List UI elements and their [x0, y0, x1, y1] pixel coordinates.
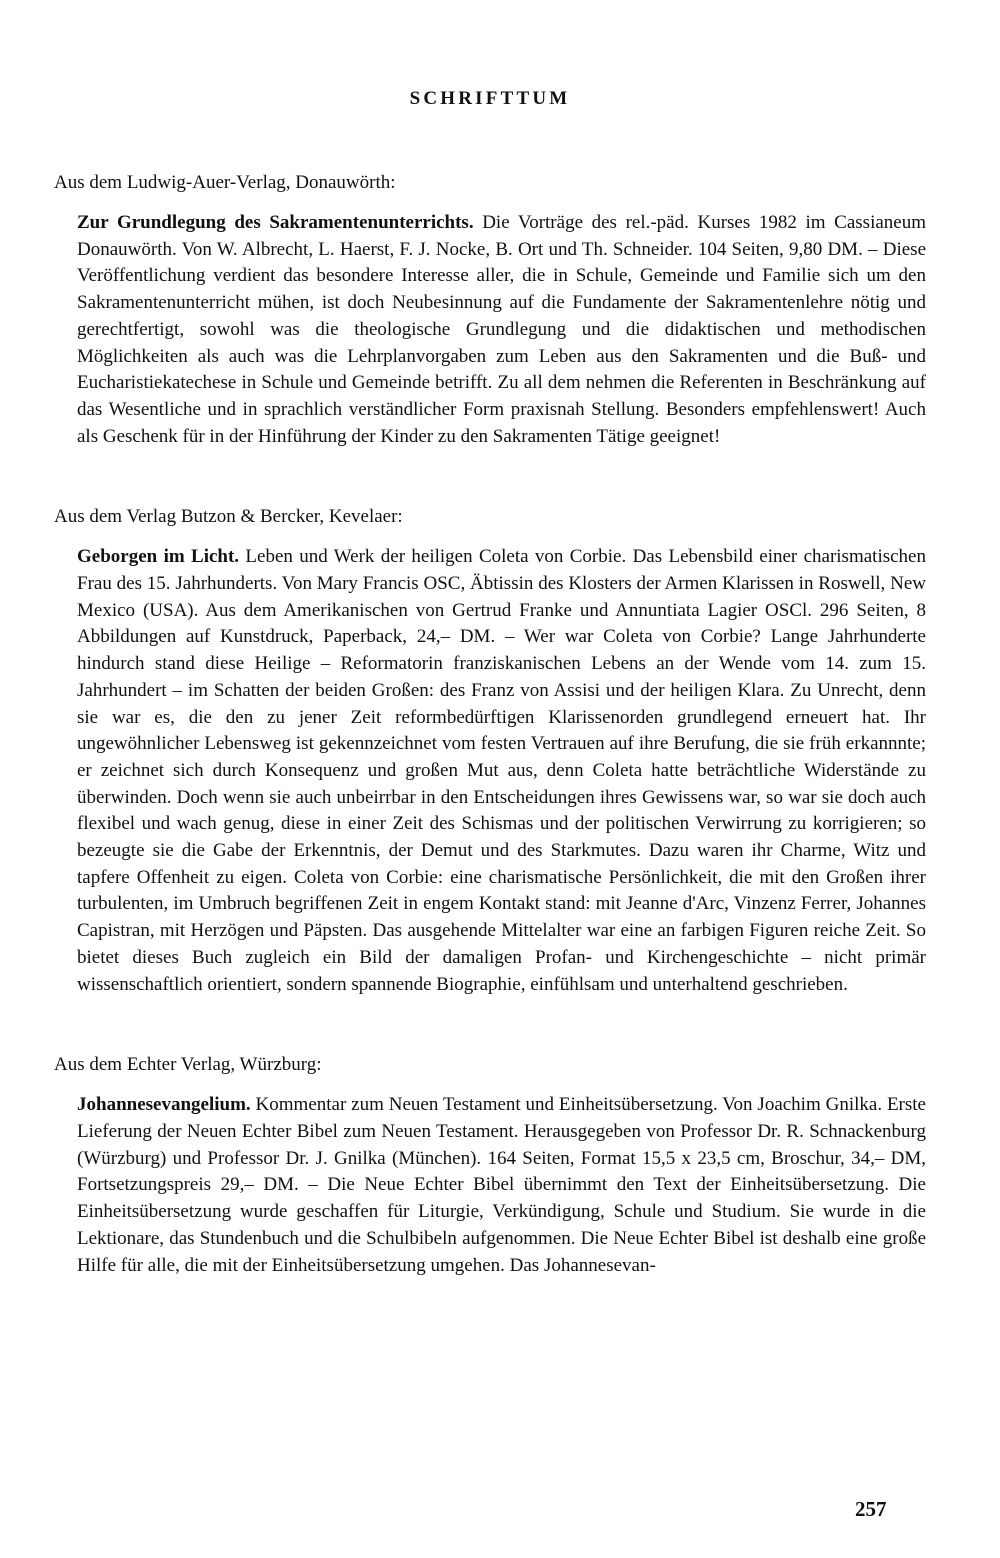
review-text	[54, 1092, 926, 1279]
book-title: Geborgen im Licht.	[77, 546, 240, 568]
review-body: Die Vorträge des rel.-päd. Kurses 1982 im Cassianeum Donauwörth. Von W. Albrecht, L. Haerst, F. J. Nocke, B. Ort und Th. Schneider. 104 Seiten, 9,80 DM. – Diese Veröffentlichung verdient das besondere Interesse aller, die in Schule, Gemeinde und Familie sich um den Sakramentenunterricht mühen, ist doch Neubesinnung auf die Fundamente der Sakramentenlehre nötig und gerechtfertigt, sowohl was die theologische Grundlegung und die didaktischen und methodischen Möglichkeiten als auch was die Lehrplanvorgaben zum Leben aus den Sakramenten und die Buß- und Eucharistiekatechese in Schule und Gemeinde betrifft. Zu all dem nehmen die Referenten in Beschränkung auf das Wesentliche und in sprachlich verständlicher Form praxisnah Stellung. Besonders empfehlenswert! Auch als Geschenk für in der Hinführung der Kinder zu den Sakramenten Tätige geeignet!	[77, 212, 927, 447]
book-title: Zur Grundlegung des Sakramentenunterrichts.	[77, 212, 474, 233]
publisher-line: Aus dem Ludwig-Auer-Verlag, Donauwörth:	[54, 172, 396, 193]
page-number: 257	[855, 1497, 887, 1521]
review-body: Kommentar zum Neuen Testament und Einheitsübersetzung. Von Joachim Gnilka. Erste Lieferung der Neuen Echter Bibel zum Neuen Testament. Herausgegeben von Professor Dr. R. Schnackenburg (Würzburg) und Professor Dr. J. Gnilka (München). 164 Seiten, Format 15,5 x 23,5 cm, Broschur, 34,– DM, Fortsetzungspreis 29,– DM. – Die Neue Echter Bibel übernimmt den Text der Einheitsübersetzung. Die Einheitsübersetzung wurde geschaffen für Liturgie, Verkündigung, Schule und Studium. Sie wurde in die Lektionare, das Stundenbuch und die Schulbibeln aufgenommen. Die Neue Echter Bibel ist deshalb eine große Hilfe für alle, die mit der Einheitsübersetzung umgehen. Das Johannesevan-	[77, 1094, 926, 1276]
review-text	[54, 544, 926, 998]
review-body: Leben und Werk der heiligen Coleta von Corbie. Das Lebensbild einer charismatischen Frau des 15. Jahrhunderts. Von Mary Francis OSC, Äbtissin des Klosters der Armen Klarissen in Roswell, New Mexico (USA). Aus dem Amerikanischen von Gertrud Franke und Annuntiata Lagier OSCl. 296 Seiten, 8 Abbildungen auf Kunstdruck, Paperback, 24,– DM. – Wer war Coleta von Corbie? Lange Jahrhunderte hindurch stand diese Heilige – Reformatorin franziskanischen Lebens an der Wende vom 14. zum 15. Jahrhundert – im Schatten der beiden Großen: des Franz von Assisi und der heiligen Klara. Zu Unrecht, denn sie war es, die den zu jener Zeit reformbedürftigen Klarissenorden grundlegend erneuert hat. Ihr ungewöhnlicher Lebensweg ist gekennzeichnet vom festen Vertrauen auf ihre Berufung, die sie früh erkannnte; er zeichnet sich durch Konsequenz und großen Mut aus, denn Coleta hatte beträchtliche Widerstände zu überwinden. Doch wenn sie auch unbeirrbar in den Entscheidungen ihres Gewissens war, so war sie doch auch flexibel und wach genug, diese in einer Zeit des Schismas und der politischen Verwirrung zu korrigieren; so bezeugte sie die Gabe der Erkenntnis, der Demut und des Starkmutes. Dazu waren ihr Charme, Witz und tapfere Offenheit zu eigen. Coleta von Corbie: eine charismatische Persönlichkeit, die mit den Großen ihrer turbulenten, im Umbruch begriffenen Zeit in engem Kontakt stand: mit Jeanne d'Arc, Vinzenz Ferrer, Johannes Capistran, mit Herzögen und Päpsten. Das ausgehende Mittelalter war eine an farbigen Figuren reiche Zeit. So bietet dieses Buch zugleich ein Bild der damaligen Profan- und Kirchengeschichte – nicht primär wissenschaftlich orientiert, sondern spannende Biographie, einfühlsam und unterhaltend geschrieben.	[77, 546, 926, 995]
page	[54, 84, 926, 1333]
book-title: Johannesevangelium.	[77, 1094, 251, 1116]
review-text	[54, 210, 926, 450]
review-section-auer	[54, 170, 926, 450]
page-heading: SCHRIFTTUM	[409, 88, 571, 109]
review-section-butzon	[54, 504, 926, 998]
publisher-line: Aus dem Verlag Butzon & Bercker, Kevelaer:	[54, 506, 403, 528]
review-section-echter	[54, 1052, 926, 1279]
publisher-line: Aus dem Echter Verlag, Würzburg:	[54, 1054, 322, 1076]
